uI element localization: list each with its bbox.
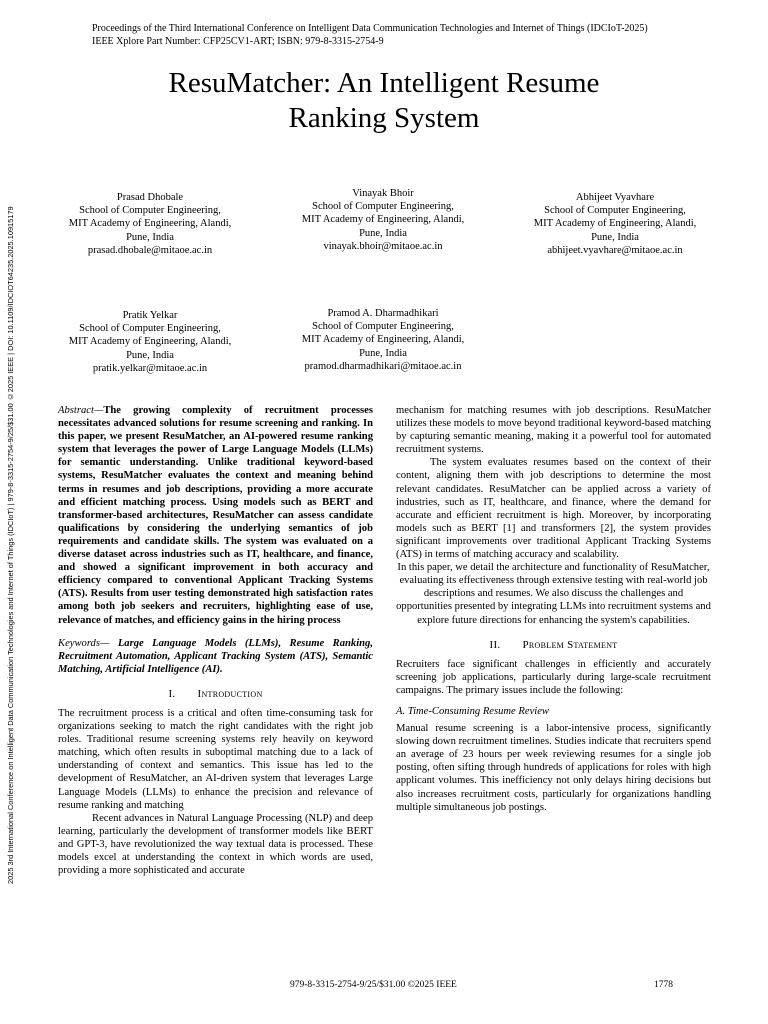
- author-email: vinayak.bhoir@mitaoe.ac.in: [323, 240, 443, 252]
- author-email: pramod.dharmadhikari@mitaoe.ac.in: [304, 360, 462, 372]
- author-block-5: [273, 307, 493, 373]
- intro-paragraph-2: Recent advances in Natural Language Processing (NLP) and deep learning, particularly the development of transformer models like BERT and GPT-3, have revolutionized the way textual data is processed. These models excel at understanding the context in which words are used, providing a more sophisticated and accurate: [58, 812, 373, 877]
- problem-paragraph-2: Manual resume screening is a labor-intensive process, significantly slowing down recruitment timelines. Studies indicate that recruiters spend an average of 23 hours per week reviewing resumes for a single job posting, often sifting through hundreds of applications for roles with high applicant volumes. This inefficiency not only delays hiring decisions but also increases recruitment costs, particularly for organizations handling multiple simultaneous job postings.: [396, 723, 711, 813]
- author-name: Prasad Dhobale: [116, 192, 184, 203]
- author-city: Pune, India: [126, 349, 174, 361]
- author-email: prasad.dhobale@mitaoe.ac.in: [87, 244, 213, 256]
- abstract-lead: Abstract—: [58, 405, 104, 416]
- intro-paragraph-3: The system evaluates resumes based on the context of their content, aligning them with job descriptions to determine the most relevant candidates. ResuMatcher can be applied across a variety of industries, such as IT, healthcare, and finance, where the demand for accurate and efficient recruitment is high. Moreover, by incorporating models such as BERT [1] and transformers [2], the system provides significant improvements over traditional Applicant Tracking Systems (ATS) in terms of matching accuracy and scalability.: [396, 457, 711, 561]
- section-title: Introduction: [197, 687, 263, 700]
- page-number: 1778: [654, 980, 673, 990]
- author-city: Pune, India: [359, 347, 407, 359]
- paper-title: [100, 66, 668, 136]
- section-number: I.: [168, 687, 176, 700]
- author-name: Pramod A. Dharmadhikari: [327, 308, 439, 319]
- conference-header-line1: Proceedings of the Third International Conference on Intelligent Data Communication Technologies and Internet of Things (IDCIoT-2025): [92, 23, 648, 34]
- right-column: [396, 404, 711, 814]
- left-column: [58, 404, 373, 877]
- author-name: Vinayak Bhoir: [352, 188, 414, 199]
- author-name: Abhijeet Vyavhare: [575, 192, 655, 203]
- author-email: pratik.yelkar@mitaoe.ac.in: [92, 362, 208, 374]
- paper-title-line2: Ranking System: [288, 102, 480, 134]
- author-block-3: [505, 191, 725, 257]
- author-school: School of Computer Engineering,: [312, 321, 454, 333]
- author-city: Pune, India: [591, 231, 639, 243]
- conference-header-line2: IEEE Xplore Part Number: CFP25CV1-ART; ISBN: 979-8-3315-2754-9: [92, 36, 384, 47]
- intro-paragraph-4: In this paper, we detail the architecture and functionality of ResuMatcher, evaluating its effectiveness through extensive testing with real-world job descriptions and resumes. We also discuss the challenges and opportunities presented by integrating LLMs into recruitment systems and explore future directions for enhancing the system's capabilities.: [396, 562, 711, 626]
- paper-title-line1: ResuMatcher: An Intelligent Resume: [168, 67, 600, 99]
- author-institute: MIT Academy of Engineering, Alandi,: [301, 334, 465, 346]
- author-institute: MIT Academy of Engineering, Alandi,: [533, 218, 697, 230]
- author-block-4: [40, 309, 260, 375]
- author-institute: MIT Academy of Engineering, Alandi,: [68, 336, 232, 348]
- author-school: School of Computer Engineering,: [79, 205, 221, 217]
- author-block-1: [40, 191, 260, 257]
- keywords: [58, 637, 373, 676]
- author-city: Pune, India: [359, 227, 407, 239]
- abstract: [58, 404, 373, 627]
- subsection-heading-a: A. Time-Consuming Resume Review: [396, 705, 549, 717]
- section-number: II.: [489, 638, 501, 651]
- author-institute: MIT Academy of Engineering, Alandi,: [68, 218, 232, 230]
- section-heading-problem-statement: [396, 639, 711, 652]
- keywords-text: Large Language Models (LLMs), Resume Ranking, Recruitment Automation, Applicant Tracking System (ATS), Semantic Matching, Artificial Intelligence (AI).: [58, 637, 373, 675]
- problem-paragraph-1: Recruiters face significant challenges in efficiently and accurately screening job applications, particularly during large-scale recruitment campaigns. The primary issues include the following:: [396, 658, 711, 696]
- intro-paragraph-1: The recruitment process is a critical and often time-consuming task for organizations seeking to match the right candidates with the right job roles. Traditional resume screening systems rely heavily on keyword matching, which often results in suboptimal matching due to a lack of understanding of context and semantics. This issue has led to the development of ResuMatcher, an AI-driven system that leverages Large Language Models (LLMs) to enhance the precision and relevance of resume ranking and matching: [58, 707, 373, 811]
- author-name: Pratik Yelkar: [122, 310, 178, 321]
- author-block-2: [273, 187, 493, 253]
- intro-paragraph-2-continued: mechanism for matching resumes with job descriptions. ResuMatcher utilizes these models to move beyond traditional keyword-based matching by capturing semantic meaning, making it a powerful tool for automated recruitment systems.: [396, 405, 711, 456]
- author-institute: MIT Academy of Engineering, Alandi,: [301, 214, 465, 226]
- doi-side-strip: 2025 3rd International Conference on Intelligent Data Communication Technologies and Internet of Things (IDCIoT) | 979-8-3315-2754-9/25/$31.00 ©2025 IEEE | DOI: 10.1109/IDCIOT64235.2025.10915179: [6, 206, 15, 884]
- footer-copyright: 979-8-3315-2754-9/25/$31.00 ©2025 IEEE: [290, 980, 457, 990]
- section-heading-introduction: [58, 688, 373, 701]
- author-email: abhijeet.vyavhare@mitaoe.ac.in: [547, 244, 683, 256]
- author-school: School of Computer Engineering,: [312, 201, 454, 213]
- author-city: Pune, India: [126, 231, 174, 243]
- abstract-text: The growing complexity of recruitment processes necessitates advanced solutions for resume screening and ranking. In this paper, we present ResuMatcher, an AI-powered resume ranking system that leverages the power of Large Language Models (LLMs) for semantic understanding. Unlike traditional keyword-based systems, ResuMatcher evaluates the context and meaning behind terms in resumes and job descriptions, providing a more accurate and efficient matching process. Using models such as BERT and transformer-based architectures, ResuMatcher can assess candidate qualifications by considering the underlying semantics of job requirements and candidate skills. The system was evaluated on a diverse dataset across industries such as IT, healthcare, and finance, and showed a significant improvement in both accuracy and efficiency compared to conventional Applicant Tracking Systems (ATS). Results from user testing demonstrated high satisfaction rates among both job seekers and recruiters, highlighting ease of use, relevance of matches, and efficiency gains in the hiring process: [58, 405, 373, 626]
- author-school: School of Computer Engineering,: [79, 323, 221, 335]
- section-title: Problem Statement: [522, 638, 618, 651]
- author-school: School of Computer Engineering,: [544, 205, 686, 217]
- keywords-lead: Keywords—: [58, 637, 110, 649]
- conference-header: [92, 22, 732, 48]
